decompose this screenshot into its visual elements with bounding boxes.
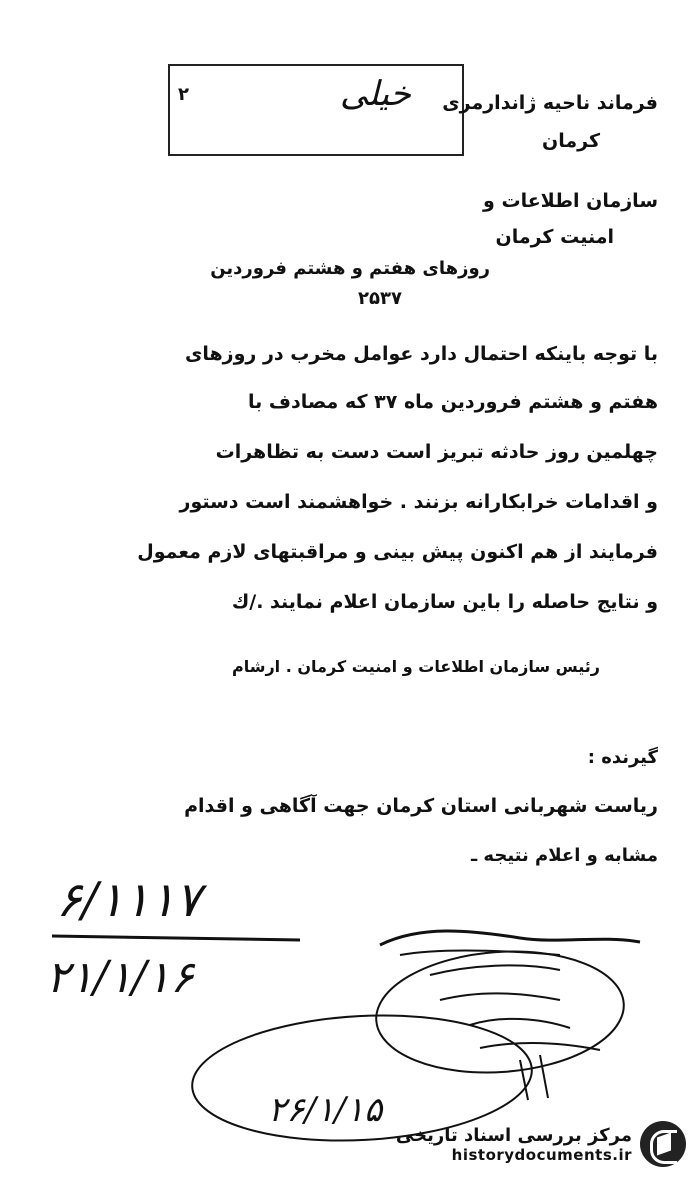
body-line-2: هفتم و هشتم فروردین ماه ۳۷ که مصادف با <box>248 391 658 413</box>
handwritten-date-left: ۲۱/۱/۱۶ <box>46 952 194 1003</box>
archive-logo-icon <box>640 1121 686 1167</box>
sender-line-2: امنیت کرمان <box>495 226 614 248</box>
handwritten-number-top: ۶/۱۱۱۷ <box>56 872 202 928</box>
watermark-title: مرکز بررسی اسناد تاریخی <box>395 1124 632 1146</box>
subject-line: روزهای هفتم و هشتم فروردین <box>210 258 490 279</box>
recipients-label: گیرنده : <box>587 747 658 768</box>
body-line-5: فرمایند از هم اکنون پیش بینی و مراقبتهای لازم معمول <box>137 541 658 563</box>
signature-line: رئیس سازمان اطلاعات و امنیت کرمان . ارشام <box>231 657 600 676</box>
watermark-url: historydocuments.ir <box>451 1145 632 1164</box>
body-line-4: و اقدامات خرابکارانه بزنند . خواهشمند است دستور <box>179 491 658 513</box>
stamp-box-mark: ۲ <box>178 84 189 105</box>
body-line-1: با توجه باینکه احتمال دارد عوامل مخرب در روزهای <box>184 343 658 365</box>
year-line: ۲۵۳۷ <box>358 288 402 309</box>
body-line-6: و نتایج حاصله را باین سازمان اعلام نمایند ./ك <box>231 591 658 613</box>
addressee-line-1: فرماند ناحیه ژاندارمری <box>442 92 658 114</box>
archive-watermark <box>396 1121 686 1167</box>
handwritten-date-bottom: ۲۶/۱/۱۵ <box>268 1090 383 1130</box>
stamp-box-handwriting: خیلی <box>340 74 411 114</box>
addressee-line-2: کرمان <box>542 130 600 152</box>
sender-line-1: سازمان اطلاعات و <box>483 190 658 212</box>
recipients-line-1: ریاست شهربانی استان کرمان جهت آگاهی و اقدام <box>184 795 658 817</box>
watermark-text <box>396 1125 632 1164</box>
body-line-3: چهلمین روز حادثه تبریز است دست به تظاهرات <box>215 441 658 463</box>
recipients-line-2: مشابه و اعلام نتیجه ـ <box>471 845 658 866</box>
